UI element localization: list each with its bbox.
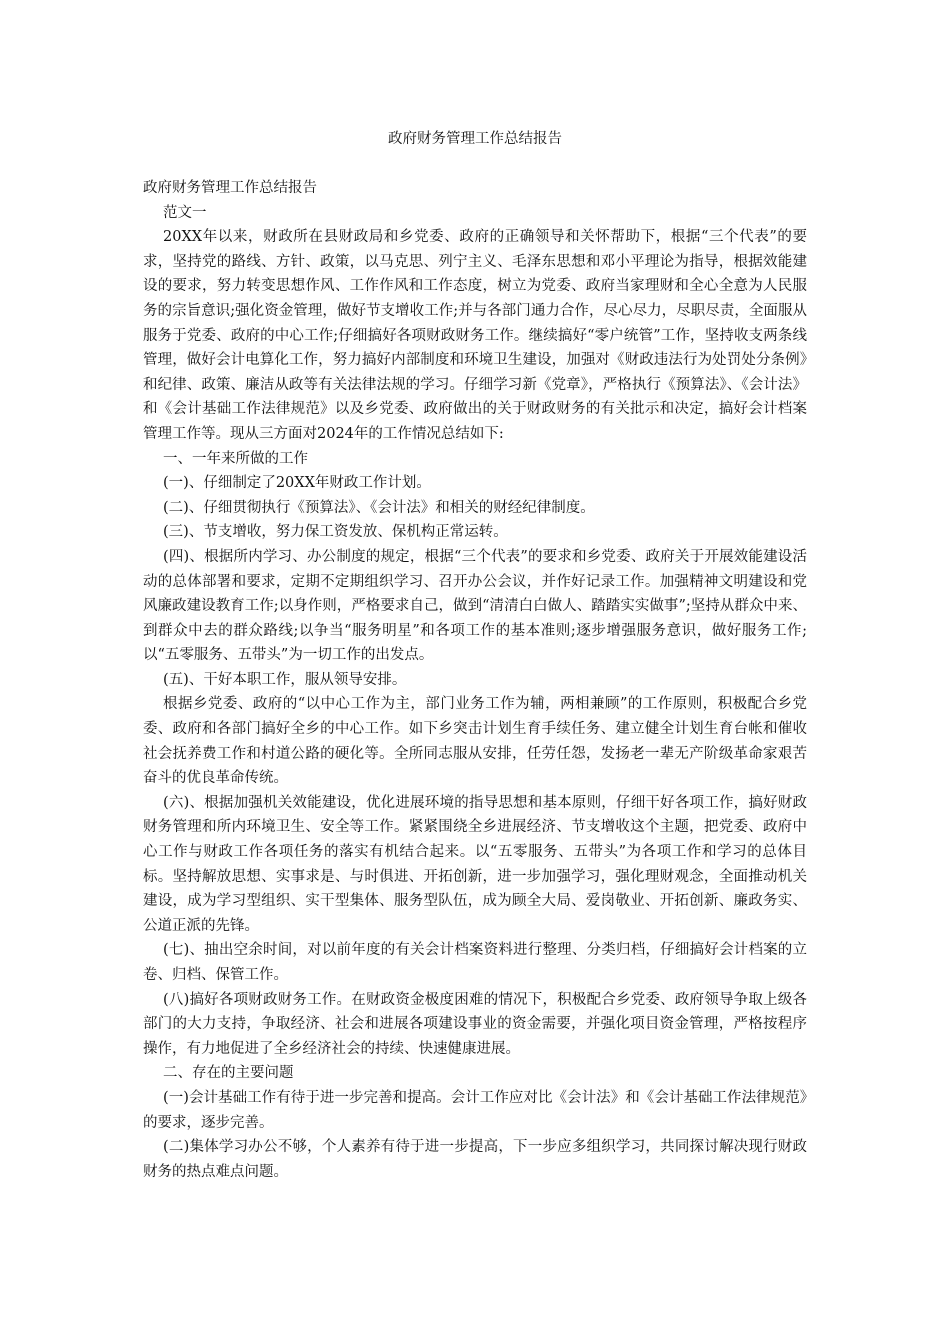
body-paragraph: (四)、根据所内学习、办公制度的规定，根据“三个代表”的要求和乡党委、政府关于开展效能建设活动的总体部署和要求，定期不定期组织学习、召开办公会议，并作好记录工作。加强精神文明建设和党风廉政建设教育工作;以身作则，严格要求自己，做到“清清白白做人、踏踏实实做事”;坚持从群众中来、到群众中去的群众路线;以争当“服务明星”和各项工作的基本准则;逐步增强服务意识，做好服务工作;以“五零服务、五带头”为一切工作的出发点。 — [143, 548, 807, 664]
body-paragraph: (八)搞好各项财政财务工作。在财政资金极度困难的情况下，积极配合乡党委、政府领导争取上级各部门的大力支持，争取经济、社会和进展各项建设事业的资金需要，并强化项目资金管理，严格按程序操作，有力地促进了全乡经济社会的持续、快速健康进展。 — [143, 991, 807, 1057]
body-paragraph: 20XX年以来，财政所在县财政局和乡党委、政府的正确领导和关怀帮助下，根据“三个代表”的要求，坚持党的路线、方针、政策，以马克思、列宁主义、毛泽东思想和邓小平理论为指导，根据效能建设的要求，努力转变思想作风、工作作风和工作态度，树立为党委、政府当家理财和全心全意为人民服务的宗旨意识;强化资金管理，做好节支增收工作;并与各部门通力合作，尽心尽力，尽职尽责，全面服从服务于党委、政府的中心工作;仔细搞好各项财政财务工作。继续搞好“零户统管”工作，坚持收支两条线管理，做好会计电算化工作，努力搞好内部制度和环境卫生建设，加强对《财政违法行为处罚处分条例》和纪律、政策、廉洁从政等有关法律法规的学习。仔细学习新《党章》，严格执行《预算法》、《会计法》和《会计基础工作法律规范》以及乡党委、政府做出的关于财政财务的有关批示和决定，搞好会计档案管理工作等。现从三方面对2024年的工作情况总结如下: — [143, 229, 807, 442]
body-paragraph: (二)、仔细贯彻执行《预算法》、《会计法》和相关的财经纪律制度。 — [163, 499, 595, 516]
document-subtitle: 政府财务管理工作总结报告 — [143, 180, 317, 196]
body-paragraph: (六)、根据加强机关效能建设，优化进展环境的指导思想和基本原则，仔细干好各项工作，搞好财政财务管理和所内环境卫生、安全等工作。紧紧围绕全乡进展经济、节支增收这个主题，把党委、政府中心工作与财政工作各项任务的落实有机结合起来。以“五零服务、五带头”为各项工作和学习的总体目标。坚持解放思想、实事求是、与时俱进、开拓创新，进一步加强学习，强化理财观念，全面推动机关建设，成为学习型组织、实干型集体、服务型队伍，成为顾全大局、爱岗敬业、开拓创新、廉政务实、公道正派的先锋。 — [143, 794, 807, 934]
body-paragraph: 一、一年来所做的工作 — [163, 450, 308, 467]
document-body — [143, 176, 807, 1184]
body-paragraph: (一)会计基础工作有待于进一步完善和提高。会计工作应对比《会计法》和《会计基础工作法律规范》的要求，逐步完善。 — [143, 1089, 807, 1131]
body-paragraph: (二)集体学习办公不够，个人素养有待于进一步提高，下一步应多组织学习，共同探讨解决现行财政财务的热点难点问题。 — [143, 1139, 807, 1180]
body-paragraph: 根据乡党委、政府的“以中心工作为主，部门业务工作为辅，两相兼顾”的工作原则，积极配合乡党委、政府和各部门搞好全乡的中心工作。如下乡突击计划生育手续任务、建立健全计划生育台帐和催收社会抚养费工作和村道公路的硬化等。全所同志服从安排，任劳任怨，发扬老一辈无产阶级革命家艰苦奋斗的优良革命传统。 — [143, 696, 807, 787]
body-paragraph: 二、存在的主要问题 — [163, 1065, 294, 1082]
body-paragraph: 范文一 — [163, 204, 207, 221]
document-title: 政府财务管理工作总结报告 — [388, 131, 562, 147]
body-paragraph: (三)、节支增收，努力保工资发放、保机构正常运转。 — [163, 524, 508, 541]
body-paragraph: (一)、仔细制定了20XX年财政工作计划。 — [163, 475, 431, 492]
body-paragraph: (七)、抽出空余时间，对以前年度的有关会计档案资料进行整理、分类归档，仔细搞好会计档案的立卷、归档、保管工作。 — [143, 942, 807, 983]
body-paragraph: (五)、干好本职工作，服从领导安排。 — [163, 671, 407, 688]
